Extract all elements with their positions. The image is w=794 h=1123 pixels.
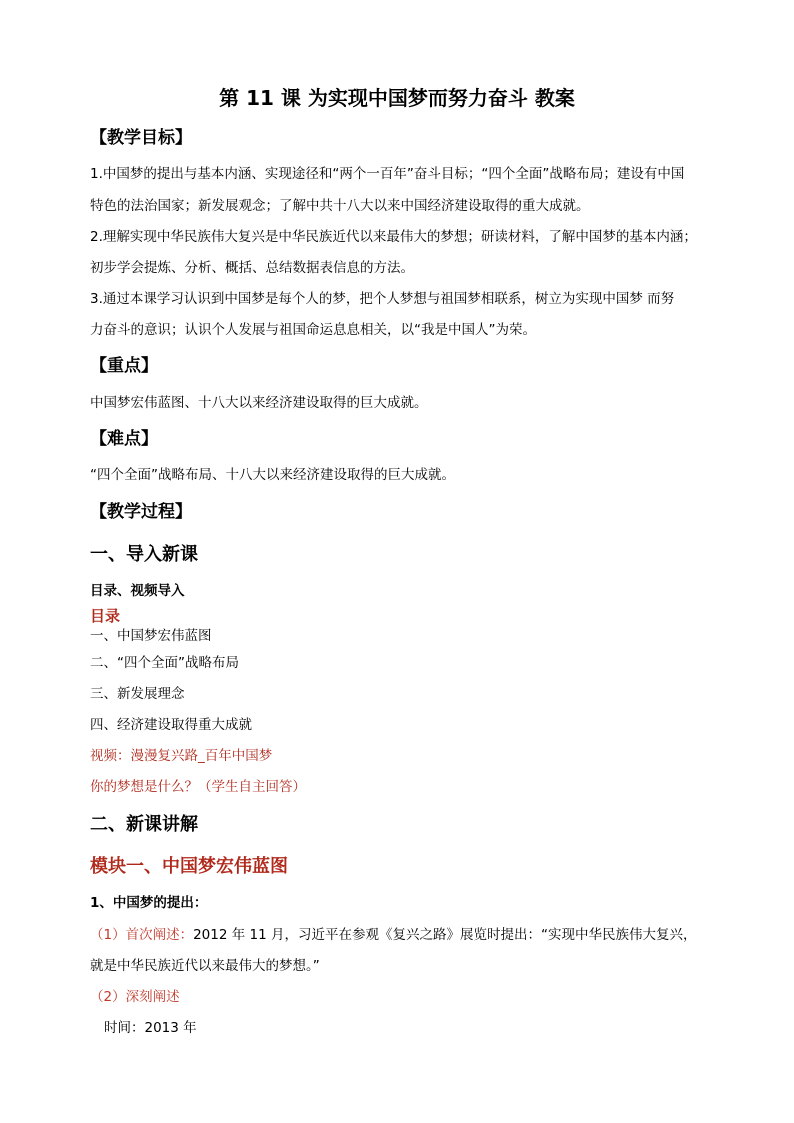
point1-heading: 1、中国梦的提出：	[90, 895, 208, 911]
goals-heading: 【教学目标】	[90, 128, 192, 148]
toc-label: 目录	[90, 607, 121, 625]
deep-statement-label: （2）深刻阐述	[90, 989, 180, 1005]
first-statement-line2: 就是中华民族近代以来最伟大的梦想。”	[90, 958, 320, 974]
key-heading: 【重点】	[90, 356, 158, 376]
toc-item: 四、经济建设取得重大成就	[90, 717, 252, 733]
goals-line: 1.中国梦的提出与基本内涵、实现途径和“两个一百年”奋斗目标；“四个全面”战略布局；建设有中国	[90, 166, 685, 182]
toc-item: 二、“四个全面”战略布局	[90, 655, 239, 671]
goals-line: 3.通过本课学习认识到中国梦是每个人的梦，把个人梦想与祖国梦相联系，树立为实现中国梦 而努	[90, 291, 675, 307]
first-statement-text: 2012 年 11 月，习近平在参观《复兴之路》展览时提出：“实现中华民族伟大复兴，	[193, 927, 697, 943]
process-heading: 【教学过程】	[90, 502, 192, 522]
first-statement-label: （1）首次阐述：	[90, 927, 194, 943]
difficult-heading: 【难点】	[90, 429, 158, 449]
goals-line: 力奋斗的意识；认识个人发展与祖国命运息息相关，以“我是中国人”为荣。	[90, 322, 536, 338]
difficult-text: “四个全面”战略布局、十八大以来经济建设取得的巨大成就。	[90, 467, 455, 483]
first-statement-line	[90, 929, 697, 943]
part2-heading: 二、新课讲解	[90, 814, 198, 835]
intro-subheading: 目录、视频导入	[90, 583, 185, 599]
toc-item: 一、中国梦宏伟蓝图	[90, 628, 212, 644]
key-text: 中国梦宏伟蓝图、十八大以来经济建设取得的巨大成就。	[90, 395, 428, 411]
goals-line: 初步学会提炼、分析、概括、总结数据表信息的方法。	[90, 260, 414, 276]
goals-line: 2.理解实现中华民族伟大复兴是中华民族近代以来最伟大的梦想；研读材料，了解中国梦的基本内涵；	[90, 229, 697, 245]
video-line: 视频：漫漫复兴路_百年中国梦	[90, 748, 273, 764]
document-title: 第 11 课 为实现中国梦而努力奋斗 教案	[219, 86, 575, 110]
module1-heading: 模块一、中国梦宏伟蓝图	[90, 856, 288, 877]
time-line: 时间：2013 年	[104, 1020, 197, 1036]
part1-heading: 一、导入新课	[90, 544, 198, 565]
goals-line: 特色的法治国家；新发展观念；了解中共十八大以来中国经济建设取得的重大成就。	[90, 198, 590, 214]
toc-item: 三、新发展理念	[90, 686, 185, 702]
question-line: 你的梦想是什么？（学生自主回答）	[90, 779, 306, 795]
